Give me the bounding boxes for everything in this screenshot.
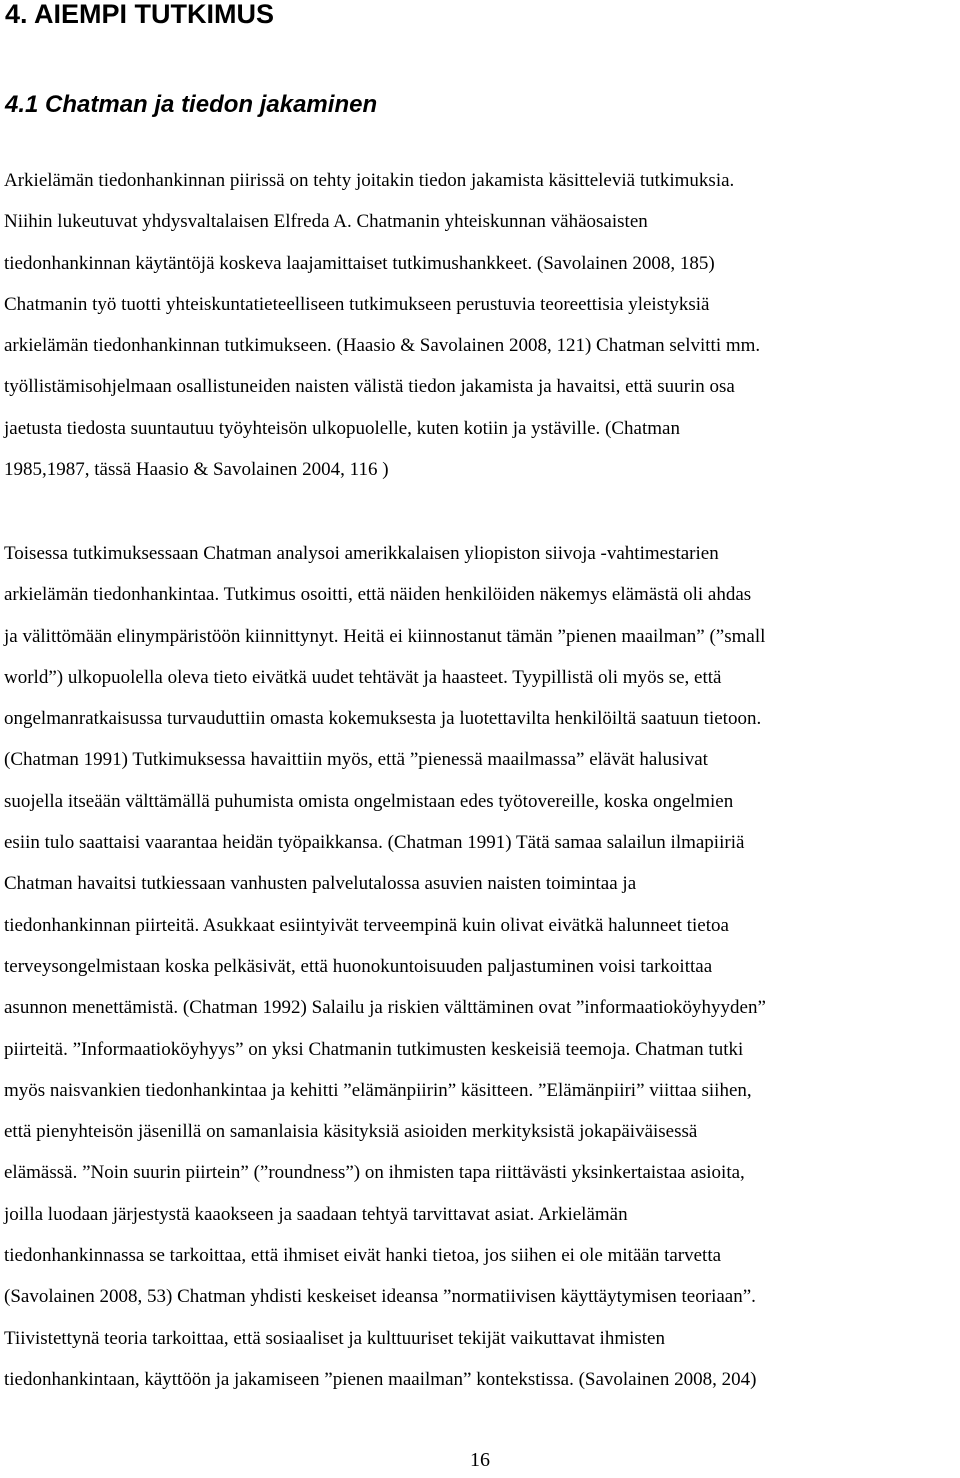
- paragraph-line: suojella itseään välttämällä puhumista omista ongelmistaan edes työtovereille, koska ongelmien: [4, 790, 734, 812]
- paragraph-line: tiedonhankinnan piirteitä. Asukkaat esiintyivät terveempinä kuin olivat eivätkä halunneet tietoa: [4, 914, 729, 936]
- paragraph-2: [4, 533, 766, 1400]
- chapter-heading: 4. AIEMPI TUTKIMUS: [5, 0, 275, 29]
- paragraph-line: tiedonhankinnassa se tarkoittaa, että ihmiset eivät hanki tietoa, jos siihen ei ole mitään tarvetta: [4, 1245, 722, 1267]
- paragraph-line: tiedonhankintaan, käyttöön ja jakamiseen ”pienen maailman” kontekstissa. (Savolainen 2008, 204): [4, 1368, 757, 1390]
- paragraph-line: ja välittömään elinympäristöön kiinnittynyt. Heitä ei kiinnostanut tämän ”pienen maailman” (”small: [4, 625, 766, 647]
- paragraph-line: joilla luodaan järjestystä kaaokseen ja saadaan tehtyä tarvittavat asiat. Arkielämän: [4, 1203, 628, 1225]
- paragraph-line: Toisessa tutkimuksessaan Chatman analysoi amerikkalaisen yliopiston siivoja -vahtimestarien: [4, 543, 719, 564]
- paragraph-line: world”) ulkopuolella oleva tieto eivätkä uudet tehtävät ja haasteet. Tyypillistä oli myös se, että: [4, 666, 722, 688]
- page-number: 16: [470, 1449, 490, 1471]
- paragraph-line: tiedonhankinnan käytäntöjä koskeva laajamittaiset tutkimushankkeet. (Savolainen 2008, 185): [4, 252, 715, 274]
- paragraph-line: arkielämän tiedonhankinnan tutkimukseen. (Haasio & Savolainen 2008, 121) Chatman selvitti mm.: [4, 335, 761, 357]
- paragraph-line: Arkielämän tiedonhankinnan piirissä on tehty joitakin tiedon jakamista käsitteleviä tutkimuksia.: [4, 170, 735, 191]
- paragraph-1: [4, 160, 760, 490]
- paragraph-line: (Chatman 1991) Tutkimuksessa havaittiin myös, että ”pienessä maailmassa” elävät halusivat: [4, 749, 708, 771]
- paragraph-line: ongelmanratkaisussa turvauduttiin omasta kokemuksesta ja luotettavilta henkilöiltä saatuun tietoon.: [4, 708, 762, 730]
- section-heading: 4.1 Chatman ja tiedon jakaminen: [5, 91, 378, 118]
- paragraph-line: että pienyhteisön jäsenillä on samanlaisia käsityksiä asioiden merkityksistä jokapäiväisessä: [4, 1121, 698, 1143]
- paragraph-line: terveysongelmistaan koska pelkäsivät, että huonokuntoisuuden paljastuminen voisi tarkoittaa: [4, 955, 713, 977]
- paragraph-line: arkielämän tiedonhankintaa. Tutkimus osoitti, että näiden henkilöiden näkemys elämästä oli ahdas: [4, 584, 752, 606]
- paragraph-line: jaetusta tiedosta suuntautuu työyhteisön ulkopuolelle, kuten kotiin ja ystäville. (Chatman: [4, 417, 680, 439]
- paragraph-line: Chatman havaitsi tutkiessaan vanhusten palvelutalossa asuvien naisten toimintaa ja: [4, 873, 637, 895]
- paragraph-line: piirteitä. ”Informaatioköyhyys” on yksi Chatmanin tutkimusten keskeisiä teemoja. Chatman tutki: [4, 1038, 744, 1060]
- paragraph-line: esiin tulo saattaisi vaarantaa heidän työpaikkansa. (Chatman 1991) Tätä samaa salailun ilmapiiriä: [4, 832, 745, 854]
- paragraph-line: elämässä. ”Noin suurin piirtein” (”roundness”) on ihmisten tapa riittävästi yksinkertaistaa asioita,: [4, 1162, 745, 1184]
- paragraph-line: Tiivistettynä teoria tarkoittaa, että sosiaaliset ja kulttuuriset tekijät vaikuttavat ihmisten: [4, 1327, 665, 1349]
- paragraph-line: (Savolainen 2008, 53) Chatman yhdisti keskeiset ideansa ”normatiivisen käyttäytymisen teoriaan”.: [4, 1286, 756, 1308]
- paragraph-line: 1985,1987, tässä Haasio & Savolainen 2004, 116 ): [4, 459, 389, 481]
- paragraph-line: myös naisvankien tiedonhankintaa ja kehitti ”elämänpiirin” käsitteen. ”Elämänpiiri” viittaa siihen,: [4, 1079, 752, 1101]
- paragraph-line: Niihin lukeutuvat yhdysvaltalaisen Elfreda A. Chatmanin yhteiskunnan vähäosaisten: [4, 211, 648, 233]
- paragraph-line: asunnon menettämistä. (Chatman 1992) Salailu ja riskien välttäminen ovat ”informaatioköyhyyden”: [4, 997, 766, 1019]
- paragraph-line: työllistämisohjelmaan osallistuneiden naisten välistä tiedon jakamista ja havaitsi, että suurin osa: [4, 376, 735, 398]
- paragraph-line: Chatmanin työ tuotti yhteiskuntatieteelliseen tutkimukseen perustuvia teoreettisia yleistyksiä: [4, 293, 710, 315]
